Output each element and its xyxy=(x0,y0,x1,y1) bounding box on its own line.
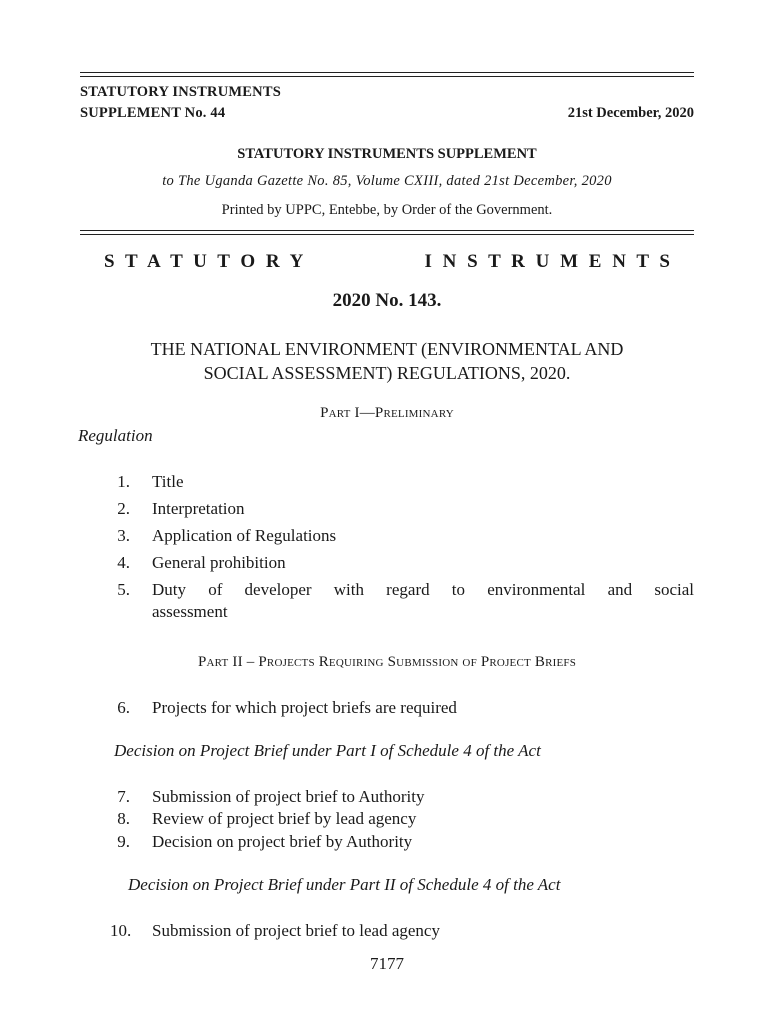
item-number: 4. xyxy=(117,553,130,572)
regulation-label: Regulation xyxy=(78,426,153,445)
item-text: Submission of project brief to Authority xyxy=(152,787,425,806)
header-line2: SUPPLEMENT No. 44 xyxy=(80,105,226,121)
item-number: 5. xyxy=(117,580,130,599)
item-text: General prohibition xyxy=(152,553,286,572)
regulations-title-line1: THE NATIONAL ENVIRONMENT (ENVIRONMENTAL AND xyxy=(150,339,624,359)
statutory-instruments-banner xyxy=(80,251,694,273)
item-text: Submission of project brief to lead agency xyxy=(152,921,440,940)
item-text: Decision on project brief by Authority xyxy=(152,832,413,851)
item-text: Application of Regulations xyxy=(152,526,337,545)
header-line1: STATUTORY INSTRUMENTS xyxy=(80,84,281,100)
item-number: 2. xyxy=(117,499,130,518)
subheading-part2-schedule4: Decision on Project Brief under Part II of Schedule 4 of the Act xyxy=(128,875,561,894)
item-number: 9. xyxy=(117,832,130,851)
item-number: 6. xyxy=(117,698,130,717)
item-number: 7. xyxy=(117,787,130,806)
supplement-title: STATUTORY INSTRUMENTS SUPPLEMENT xyxy=(237,146,537,162)
top-double-rule xyxy=(80,72,694,77)
item-number: 3. xyxy=(117,526,130,545)
item-number: 10. xyxy=(110,921,132,940)
item-text: Projects for which project briefs are required xyxy=(152,698,457,717)
instrument-number: 2020 No. 143. xyxy=(332,290,442,311)
item-number: 1. xyxy=(117,472,130,491)
printed-by: Printed by UPPC, Entebbe, by Order of the Government. xyxy=(221,202,553,218)
item-text: Interpretation xyxy=(152,499,245,518)
part1-heading: Part I—Preliminary xyxy=(320,405,454,421)
banner-word-statutory: S T A T U T O R Y xyxy=(104,251,304,272)
section-double-rule xyxy=(80,230,694,235)
subheading-part1-schedule4: Decision on Project Brief under Part I of Schedule 4 of the Act xyxy=(114,741,541,760)
header-date: 21st December, 2020 xyxy=(567,105,694,121)
item-text: Title xyxy=(152,472,184,491)
part2-heading: Part II – Projects Requiring Submission of Project Briefs xyxy=(197,654,577,670)
item-text-continuation: assessment xyxy=(152,602,228,621)
banner-word-instruments: I N S T R U M E N T S xyxy=(424,251,670,272)
item-text: Review of project brief by lead agency xyxy=(152,809,417,828)
regulations-title-line2: SOCIAL ASSESSMENT) REGULATIONS, 2020. xyxy=(203,363,571,383)
document-page xyxy=(80,0,694,1024)
item-text: Duty of developer with regard to environmental and social xyxy=(152,580,694,599)
item-number: 8. xyxy=(117,809,130,828)
supplement-subtitle: to The Uganda Gazette No. 85, Volume CXIII, dated 21st December, 2020 xyxy=(162,173,612,189)
page-number: 7177 xyxy=(370,954,404,973)
